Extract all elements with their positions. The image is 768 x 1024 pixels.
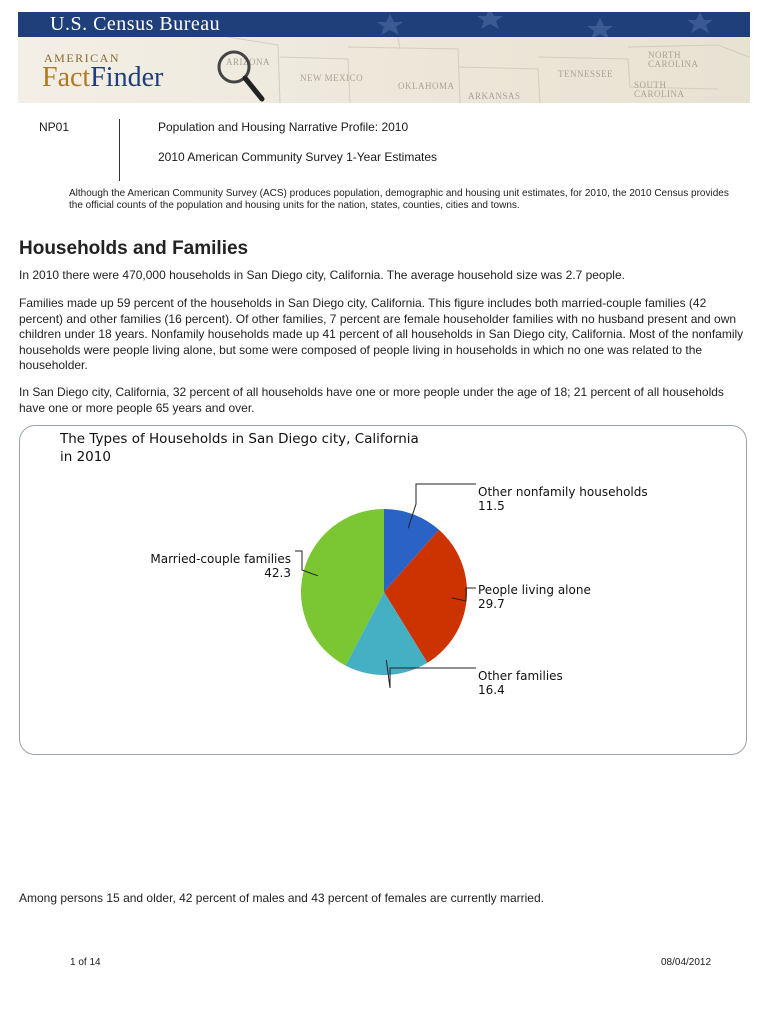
section-heading: Households and Families: [19, 238, 249, 259]
slice-value: 16.4: [478, 683, 505, 697]
header-divider: [119, 119, 120, 181]
factfinder-logo[interactable]: [42, 62, 163, 94]
slice-value: 42.3: [264, 566, 291, 580]
slice-value: 29.7: [478, 597, 505, 611]
magnifier-icon: [214, 47, 268, 103]
map-label-south-carolina: SOUTH CAROLINA: [634, 80, 685, 99]
page-number: 1 of 14: [70, 957, 101, 968]
slice-label: Other families: [478, 669, 563, 683]
logo-finder-text: Finder: [90, 62, 164, 93]
chart-title-line2: in 2010: [60, 449, 111, 465]
map-label-tennessee: TENNESSEE: [558, 69, 613, 79]
paragraph-households: In 2010 there were 470,000 households in San Diego city, California. The average household size was 2.7 people.: [19, 268, 625, 282]
slice-label: Other nonfamily households: [478, 485, 648, 499]
map-label-north-carolina: NORTH CAROLINA: [648, 50, 699, 69]
print-date: 08/04/2012: [661, 957, 712, 968]
flag-stars-decoration: [270, 12, 750, 37]
profile-code: NP01: [39, 120, 70, 134]
chart-title: The Types of Households in San Diego city, California: [60, 431, 419, 447]
pie-chart-svg: [20, 426, 748, 756]
paragraph-married: Among persons 15 and older, 42 percent of males and 43 percent of females are currently married.: [19, 891, 544, 905]
map-label-arkansas: ARKANSAS: [468, 91, 521, 101]
profile-title: Population and Housing Narrative Profile: 2010: [158, 120, 409, 134]
census-header-bar: [18, 12, 750, 37]
map-label-oklahoma: OKLAHOMA: [398, 81, 455, 91]
slice-label: People living alone: [478, 583, 591, 597]
slice-label: Married-couple families: [150, 552, 291, 566]
american-factfinder-banner: [18, 37, 750, 103]
logo-american-text: AMERICAN: [44, 51, 121, 65]
map-label-new-mexico: NEW MEXICO: [300, 73, 364, 83]
household-types-chart: [19, 425, 747, 755]
agency-name: U.S. Census Bureau: [50, 13, 221, 35]
map-label-arizona: ARIZONA: [226, 57, 270, 67]
paragraph-families: Families made up 59 percent of the households in San Diego city, California. This figure includes both married-couple families (42 percent) and other families (16 percent). Of other families, 7 percent are female householder families with no husband present and own children under 18 years. Nonfamily households made up 41 percent of all households in San Diego city, California. Most of the nonfamily households were people living alone, but some were composed of people living in households in which no one was related to the householder.: [19, 296, 744, 372]
paragraph-age: In San Diego city, California, 32 percent of all households have one or more people under the age of 18; 21 percent of all households have one or more people 65 years and over.: [19, 385, 724, 415]
logo-fact-text: Fact: [42, 62, 91, 93]
slice-value: 11.5: [478, 499, 505, 513]
acs-note: Although the American Community Survey (ACS) produces population, demographic and housing unit estimates, for 2010, the 2010 Census provides the official counts of the population and housing units for the nation, states, counties, cities and towns.: [69, 188, 729, 211]
profile-subtitle: 2010 American Community Survey 1-Year Estimates: [158, 150, 438, 164]
